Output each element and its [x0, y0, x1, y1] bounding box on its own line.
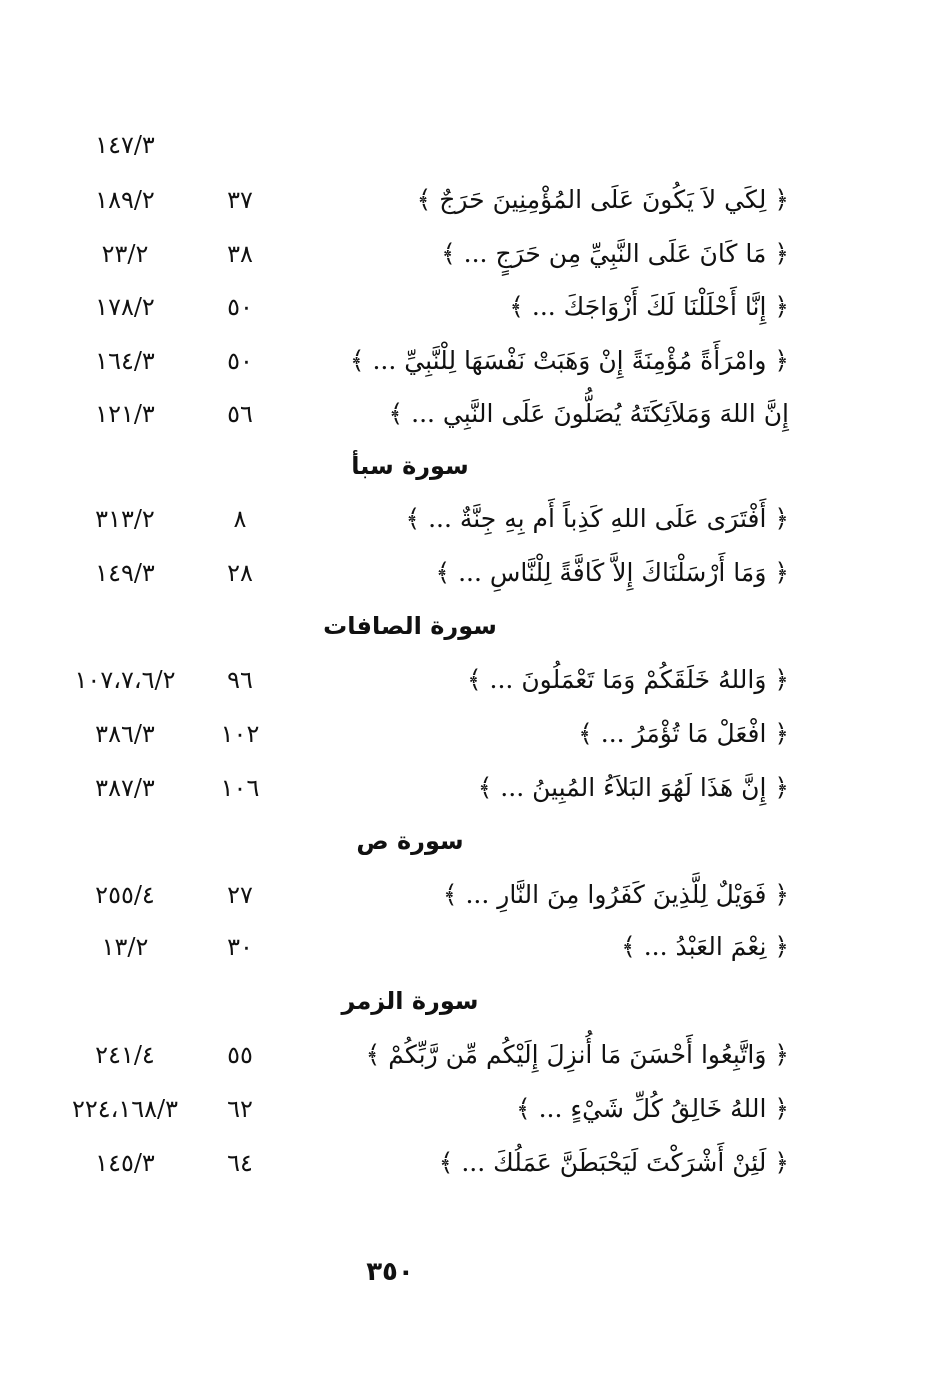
volume-page-ref: ٣٨٦/٣: [95, 720, 155, 748]
verse-text: ﴿ نِعْمَ العَبْدُ ... ﴾: [621, 932, 789, 961]
verse-number: ٥٦: [227, 400, 253, 428]
verse-number: ٢٨: [227, 559, 253, 587]
volume-page-ref: ٢٤١/٤: [95, 1041, 155, 1069]
volume-page-ref: ١٤٩/٣: [95, 559, 155, 587]
index-row: [0, 660, 949, 700]
volume-page-ref: ١٨٩/٢: [95, 186, 155, 214]
index-row: [0, 714, 949, 754]
index-row: [0, 180, 949, 220]
verse-text: ﴿ لَئِنْ أَشْرَكْتَ لَيَحْبَطَنَّ عَمَلُكَ ... ﴾: [438, 1148, 789, 1177]
volume-page-ref: ١٤٧/٣: [95, 131, 155, 159]
verse-number: ١٠٢: [220, 720, 260, 748]
surah-heading: سورة سبأ: [351, 452, 469, 480]
index-row: [0, 287, 949, 327]
index-row: [0, 553, 949, 593]
index-row: [0, 499, 949, 539]
verse-text: ﴿ أَفْتَرَى عَلَى اللهِ كَذِباً أَم بِهِ جِنَّةٌ ... ﴾: [405, 504, 789, 533]
index-row: [0, 341, 949, 381]
index-row: [0, 234, 949, 274]
verse-number: ٣٠: [227, 933, 253, 961]
verse-text: ﴿ وَاللهُ خَلَقَكُمْ وَمَا تَعْمَلُونَ ... ﴾: [466, 665, 789, 694]
volume-page-ref: ١٢١/٣: [95, 400, 155, 428]
index-row: [0, 1089, 949, 1129]
volume-page-ref: ٢٣/٢: [101, 240, 149, 268]
verse-number: ١٠٦: [220, 774, 260, 802]
volume-page-ref: ٣٨٧/٣: [95, 774, 155, 802]
verse-text: ﴿ لِكَي لاَ يَكُونَ عَلَى المُؤْمِنِينَ حَرَجٌ ﴾: [416, 185, 789, 214]
index-row: [0, 1035, 949, 1075]
verse-text: ﴿ إِنَّ هَذَا لَهُوَ البَلاَءُ المُبِينُ ... ﴾: [477, 773, 789, 802]
verse-number: ٨: [233, 505, 247, 533]
verse-text: ﴿ وَمَا أَرْسَلْنَاكَ إِلاَّ كَافَّةً لِلْنَّاسِ ... ﴾: [435, 558, 789, 587]
index-row: [0, 1143, 949, 1183]
index-row: [0, 768, 949, 808]
verse-text: ﴿ افْعَلْ مَا تُؤْمَرُ ... ﴾: [578, 719, 789, 748]
index-row: [0, 394, 949, 434]
volume-page-ref: ٢٥٥/٤: [95, 881, 155, 909]
verse-text: ﴿ إِنَّا أَحْلَلْنَا لَكَ أَزْوَاجَكَ ... ﴾: [509, 292, 789, 321]
surah-heading: سورة الصافات: [323, 612, 497, 640]
verse-number: ٦٤: [227, 1149, 253, 1177]
volume-page-ref: ١٧٨/٢: [95, 293, 155, 321]
index-row: [0, 927, 949, 967]
verse-text: ﴿ فَوَيْلٌ لِلَّذِينَ كَفَرُوا مِنَ النَّارِ ... ﴾: [442, 880, 789, 909]
index-row: [0, 875, 949, 915]
page-number: ٣٥٠: [366, 1257, 414, 1287]
verse-text: ﴿ وَاتَّبِعُوا أَحْسَنَ مَا أُنزِلَ إِلَيْكُم مِّن رَّبِّكُمْ ﴾: [365, 1040, 789, 1069]
volume-page-ref: ٣١٣/٢: [95, 505, 155, 533]
verse-number: ٥٠: [227, 293, 253, 321]
volume-page-ref: ١٦٤/٣: [95, 347, 155, 375]
index-row: [0, 125, 949, 165]
verse-text: ﴿ اللهُ خَالِقُ كُلِّ شَيْءٍ ... ﴾: [516, 1094, 789, 1123]
verse-number: ٣٨: [227, 240, 253, 268]
surah-heading: سورة ص: [356, 827, 464, 855]
verse-text: إِنَّ اللهَ وَمَلاَئِكَتَهُ يُصَلُّونَ عَلَى النَّبِي ... ﴾: [388, 399, 789, 428]
verse-text: ﴿ مَا كَانَ عَلَى النَّبِيِّ مِن حَرَجٍ ... ﴾: [441, 239, 789, 268]
verse-number: ٩٦: [227, 666, 253, 694]
volume-page-ref: ١٣/٢: [101, 933, 149, 961]
volume-page-ref: ٢٢٤،١٦٨/٣: [71, 1095, 179, 1123]
verse-number: ٢٧: [227, 881, 253, 909]
volume-page-ref: ١٤٥/٣: [95, 1149, 155, 1177]
verse-number: ٣٧: [227, 186, 253, 214]
surah-heading: سورة الزمر: [341, 987, 479, 1015]
verse-number: ٥٥: [227, 1041, 253, 1069]
volume-page-ref: ١٠٧،٧،٦/٢: [74, 666, 176, 694]
verse-text: ﴿ وامْرَأَةً مُؤْمِنَةً إِنْ وَهَبَتْ نَفْسَهَا لِلْنَّبِيِّ ... ﴾: [349, 346, 789, 375]
verse-number: ٦٢: [227, 1095, 253, 1123]
verse-number: ٥٠: [227, 347, 253, 375]
